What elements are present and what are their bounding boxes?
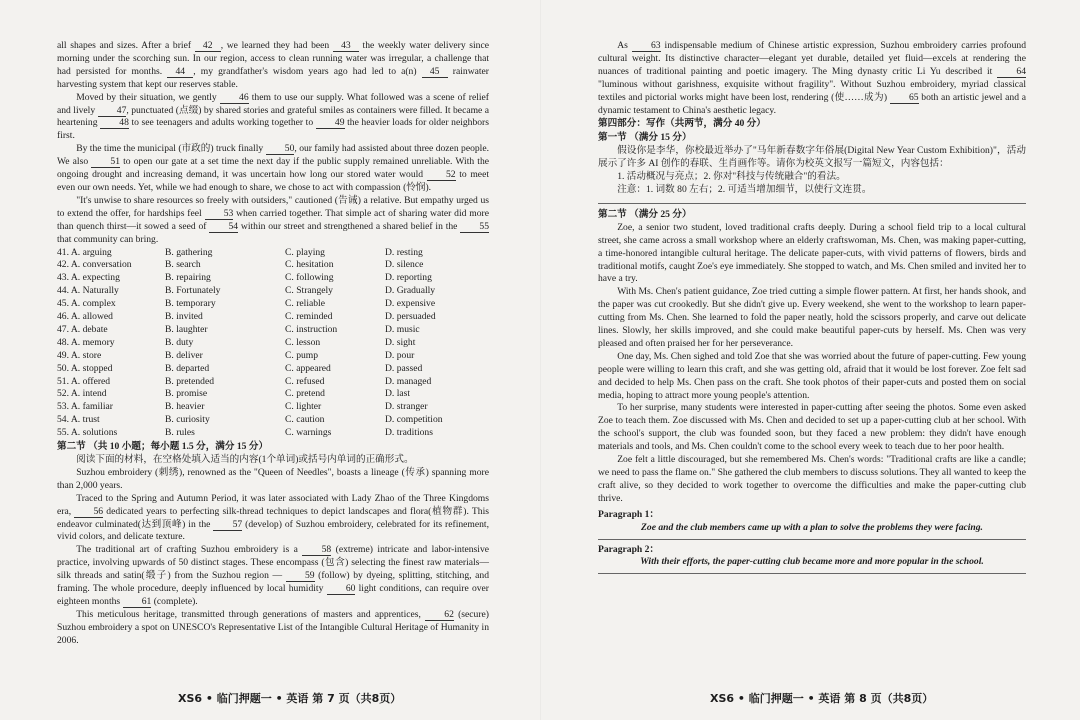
option-choice: 46. A. allowed	[57, 311, 113, 323]
option-choice: 53. A. familiar	[57, 401, 113, 413]
answer-blank: 60	[327, 583, 356, 595]
option-choice: C. reminded	[285, 311, 333, 323]
answer-blank: 62	[425, 609, 454, 621]
answer-blank: 53	[205, 208, 234, 220]
option-choice: D. music	[385, 323, 420, 335]
option-choice: 51. A. offered	[57, 375, 111, 387]
option-choice: 43. A. expecting	[57, 272, 120, 284]
option-choice: B. deliver	[165, 349, 203, 361]
option-choice: C. Strangely	[285, 285, 333, 297]
answer-blank: 55	[460, 221, 489, 233]
option-choice: B. curiosity	[165, 414, 210, 426]
option-choice: 45. A. complex	[57, 298, 116, 310]
option-choice: C. playing	[285, 246, 325, 258]
option-choice: B. temporary	[165, 298, 216, 310]
option-choice: B. pretended	[165, 375, 215, 387]
option-choice: C. pretend	[285, 388, 325, 400]
option-choice: 50. A. stopped	[57, 362, 113, 374]
option-choice: D. stranger	[385, 401, 428, 413]
option-choice: 48. A. memory	[57, 336, 115, 348]
writing-points: 1. 活动概况与亮点；2. 你对"科技与传统融合"的看法。	[617, 171, 846, 183]
option-choice: 54. A. trust	[57, 414, 100, 426]
answer-blank: 64	[997, 66, 1026, 78]
section-title: 第二节 （共 10 小题；每小题 1.5 分，满分 15 分）	[57, 441, 269, 453]
answer-blank: 46	[220, 92, 249, 104]
story-paragraph: One day, Ms. Chen sighed and told Zoe that she was worried about the future of paper-cutting. Few young people were willing to learn this craft, and she was getting old, afraid that it would be lost forever. Zoe felt sad and decided to help Ms. Chen pass on the craft. She took photos of their paper-cuts and posted them on social media, hoping to attract more young people's attention.	[598, 350, 1026, 401]
paragraph-1-label: Paragraph 1：	[598, 508, 660, 520]
option-choice: B. laughter	[165, 323, 208, 335]
answer-blank: 42	[195, 40, 221, 52]
answer-blank: 57	[213, 519, 242, 531]
answer-blank: 56	[74, 506, 103, 518]
option-choice: C. hesitation	[285, 259, 334, 271]
option-choice: 55. A. solutions	[57, 427, 118, 439]
option-choice: B. repairing	[165, 272, 211, 284]
option-choice: D. traditions	[385, 427, 433, 439]
section-title: 第一节 （满分 15 分）	[598, 132, 692, 144]
passage-paragraph: As 63 indispensable medium of Chinese artistic expression, Suzhou embroidery carries profound cultural weight. Its distinctive character—elegant yet durable, detailed yet fluid—excels at rendering the nuances of traditional painting and poetic imagery. The Ming dynasty critic Li Yu described it 64 "luminous without garishness, exquisite without fragility". Without Suzhou embroidery, myriad classical textiles and pictorial works might have been lost, rendering (使……成为) 65 both an artistic jewel and a dynamic testament to China's aesthetic legacy.	[598, 40, 1026, 116]
story-paragraph: To her surprise, many students were interested in paper-cutting after seeing the photos. Some even asked Zoe to teach them. Zoe discussed with Ms. Chen and decided to set up a paper-cutting club at her school. With the school's support, the club was founded soon, but they faced a new problem: they didn't have enough materials and tools, and Ms. Chen couldn't come to the school every week to teach due to her poor health.	[598, 402, 1026, 453]
option-choice: 44. A. Naturally	[57, 285, 119, 297]
option-choice: 47. A. debate	[57, 323, 108, 335]
option-choice: C. lighter	[285, 401, 322, 413]
option-choice: C. following	[285, 272, 334, 284]
paragraph-1-starter: Zoe and the club members came up with a plan to solve the problems they were facing.	[641, 521, 983, 533]
option-choice: B. rules	[165, 427, 195, 439]
passage-paragraph: By the time the municipal (市政的) truck finally 50, our family had assisted about three dozen people. We also 51 to open our gate at a set time the next day if the public supply remained unreliable. With the ongoing drought and increasing demand, it was uncertain how long our stored water would 52 to meet even our own needs. Yet, while we had enough to share, we chose to act with compassion (怜悯).	[57, 143, 490, 193]
option-choice: D. persuaded	[385, 311, 436, 323]
option-choice: C. refused	[285, 375, 325, 387]
answer-blank: 48	[100, 117, 129, 129]
story-paragraph: Zoe, a senior two student, loved traditional crafts deeply. During a school field trip to a local cultural street, she came across a small workshop where an elderly craftswoman, Ms. Chen, was making paper-cutting, a time-honored intangible cultural heritage. The delicate paper-cuts, with vivid patterns of flowers, birds and traditional motifs, caught Zoe's eye immediately. She stopped to watch, and Ms. Chen smiled and invited her to have a try.	[598, 221, 1026, 285]
answer-blank: 61	[123, 596, 152, 608]
answer-blank: 51	[91, 156, 120, 168]
option-choice: 42. A. conversation	[57, 259, 132, 271]
option-choice: D. managed	[385, 375, 432, 387]
passage-paragraph: all shapes and sizes. After a brief 42 , we learned they had been 43 the weekly water delivery since morning under the scorching sun. In our region, access to clean running water was irregular, a challenge that had persisted for months. 44 , my grandfather's wisdom years ago had led to a(n) 45 rainwater harvesting system that kept our reserves stable.	[57, 40, 490, 90]
passage-paragraph: The traditional art of crafting Suzhou embroidery is a 58 (extreme) intricate and labor-intensive practice, involving upwards of 50 distinct stages. These encompass (包含) selecting the finest raw materials—silk threads and satin(缎子) from the Suzhou region — 59 (follow) by dyeing, splitting, stitching, and framing. The whole procedure, deeply influenced by local humidity 60 light conditions, can require over eighteen months 61 (complete).	[57, 544, 490, 607]
option-choice: C. appeared	[285, 362, 331, 374]
section-instruction: 阅读下面的材料，在空格处填入适当的内容(1个单词)或括号内单词的正确形式。	[76, 454, 414, 465]
passage-paragraph: Traced to the Spring and Autumn Period, it was later associated with Lady Zhao of the Three Kingdoms era, 56 dedicated years to perfecting silk-thread techniques to depict landscapes and flora(植物群). This endeavor culminated(达到顶峰) in the 57 (develop) of Suzhou embroidery, celebrated for its refinement, vivid colors, and delicate texture.	[57, 492, 489, 543]
left-page	[57, 40, 489, 648]
part-title: 第四部分：写作（共两节，满分 40 分）	[598, 118, 766, 130]
page-footer: XS6 • 临门押题一 • 英语 第 7 页（共8页）	[178, 692, 402, 705]
answer-blank: 63	[632, 40, 661, 52]
passage-paragraph: Moved by their situation, we gently 46 them to use our supply. What followed was a scene of relief and lively 47, punctuated (点缀) by shared stories and grateful smiles as containers were filled. It became a heartening 48 to see teenagers and adults working together to 49 the heavier loads for older neighbors first.	[57, 91, 489, 142]
answer-blank: 59	[286, 570, 315, 582]
cloze-options	[57, 247, 489, 441]
option-choice: D. Gradually	[385, 285, 436, 297]
story-paragraph: Zoe felt a little discouraged, but she remembered Ms. Chen's words: "Traditional crafts are like a candle; we need to pass the flame on." She gathered the club members to discuss solutions. They all wanted to keep the craft alive, so they decided to work together to overcome the difficulties and make the paper-cutting club thrive.	[598, 454, 1026, 504]
story-paragraph: With Ms. Chen's patient guidance, Zoe tried cutting a simple flower pattern. At first, her hands shook, and the paper was cut crookedly. But she didn't give up. Every weekend, she went to the workshop to learn paper-cutting from Ms. Chen. She learned to fold the paper neatly, hold the scissors properly, and carve out delicate lines. Slowly, her skills improved, and she could make beautiful paper-cuts by herself. Ms. Chen was very pleased and often praised her for her perseverance.	[598, 286, 1026, 349]
option-choice: D. reporting	[385, 272, 432, 284]
answer-blank: 43	[333, 40, 359, 52]
option-choice: B. invited	[165, 311, 203, 323]
right-page	[598, 40, 1026, 578]
option-choice: C. lesson	[285, 336, 321, 348]
option-choice: D. last	[385, 388, 411, 400]
answer-blank: 65	[890, 92, 919, 104]
writing-line	[598, 573, 1026, 574]
option-choice: C. warnings	[285, 427, 332, 439]
paragraph-2-starter: With their efforts, the paper-cutting club became more and more popular in the school.	[640, 556, 984, 568]
option-choice: D. resting	[385, 246, 423, 258]
option-choice: C. instruction	[285, 323, 338, 335]
answer-blank: 45	[422, 66, 448, 78]
option-choice: D. silence	[385, 259, 424, 271]
divider	[598, 203, 1026, 204]
passage-paragraph: "It's unwise to share resources so freely with outsiders," cautioned (告诫) a relative. But empathy urged us to extend the offer, for hardships feel 53 when carried together. That simple act of sharing water did more than quench thirst—it sowed a seed of 54 within our street and strengthened a shared belief in the 55 that community can bring.	[57, 194, 489, 245]
option-choice: 49. A. store	[57, 349, 102, 361]
option-choice: D. pour	[385, 349, 415, 361]
page-fold	[540, 0, 541, 720]
option-choice: C. reliable	[285, 298, 325, 310]
option-choice: B. gathering	[165, 246, 213, 258]
answer-blank: 58	[302, 544, 331, 556]
option-choice: D. sight	[385, 336, 416, 348]
writing-line	[598, 539, 1026, 540]
writing-note: 注意：1. 词数 80 左右；2. 可适当增加细节，以使行文连贯。	[617, 183, 872, 195]
option-choice: B. Fortunately	[165, 285, 221, 297]
answer-blank: 52	[427, 169, 456, 181]
answer-blank: 54	[209, 221, 238, 233]
option-choice: B. search	[165, 259, 201, 271]
option-choice: B. heavier	[165, 401, 205, 413]
page-footer: XS6 • 临门押题一 • 英语 第 8 页（共8页）	[710, 692, 934, 705]
section-title: 第二节 （满分 25 分）	[598, 208, 692, 220]
option-choice: 41. A. arguing	[57, 246, 112, 258]
option-choice: D. competition	[385, 414, 443, 426]
writing-prompt: 假设你是李华，你校最近举办了"马年新春数字年俗展(Digital New Year Custom Exhibition)"，活动展示了许多 AI 创作的春联、生肖画作等。请你为校英文报写一篇短文，内容包括：	[598, 145, 1026, 170]
option-choice: D. passed	[385, 362, 423, 374]
answer-blank: 49	[316, 117, 345, 129]
answer-blank: 50	[266, 143, 295, 155]
answer-blank: 47	[98, 105, 127, 117]
paragraph-2-label: Paragraph 2：	[598, 543, 660, 555]
option-choice: C. caution	[285, 414, 325, 426]
option-choice: C. pump	[285, 349, 319, 361]
option-choice: B. duty	[165, 336, 194, 348]
option-choice: 52. A. intend	[57, 388, 107, 400]
answer-blank: 44	[167, 66, 193, 78]
passage-paragraph: This meticulous heritage, transmitted through generations of masters and apprentices, 62 (secure) Suzhou embroidery a spot on UNESCO's Representative List of the Intangible Cultural Heritage of Humanity in 2006.	[57, 608, 489, 646]
option-choice: D. expensive	[385, 298, 436, 310]
option-choice: B. departed	[165, 362, 210, 374]
passage-paragraph: Suzhou embroidery (刺绣), renowned as the "Queen of Needles", boasts a lineage (传承) spanning more than 2,000 years.	[57, 466, 489, 491]
option-choice: B. promise	[165, 388, 208, 400]
